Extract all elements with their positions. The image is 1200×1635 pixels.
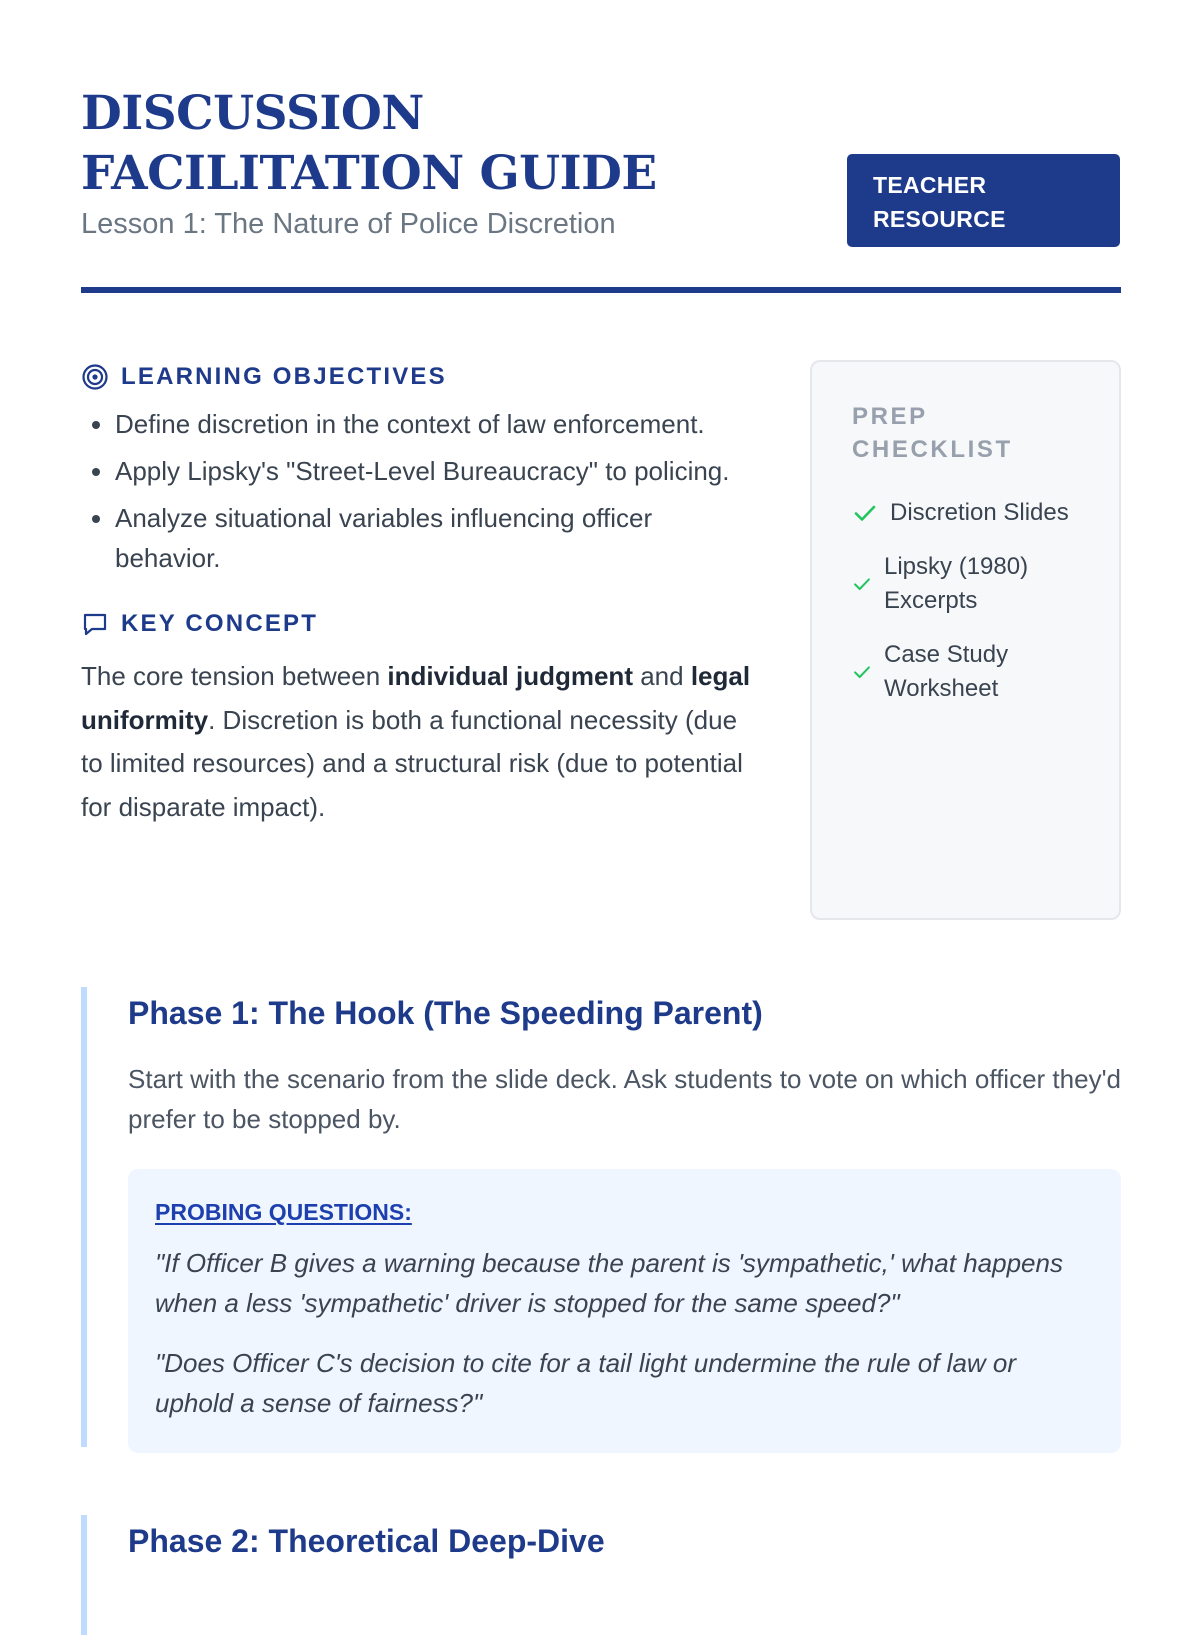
prep-checklist-list <box>852 496 1099 706</box>
key-concept-heading <box>81 605 751 643</box>
probing-questions-box <box>128 1169 1121 1453</box>
phase-1-title: Phase 1: The Hook (The Speeding Parent) <box>128 995 763 1031</box>
key-concept-text: The core tension between individual judgment and legal uniformity. Discretion is both a functional necessity (due to limited resources) and a structural risk (due to potential for disparate impact). <box>81 661 751 822</box>
facilitation-guide-page <box>81 0 1121 1559</box>
header-divider <box>81 287 1121 293</box>
lesson-overview <box>81 358 1121 920</box>
checklist-item-label: Discretion Slides <box>890 499 1069 526</box>
learning-objectives-heading <box>81 358 751 396</box>
checklist-item <box>852 550 1099 618</box>
phase-2-section <box>81 1515 1121 1635</box>
prep-checklist-title: PREP CHECKLIST <box>852 403 1013 463</box>
objective-item: • Apply Lipsky's "Street-Level Bureaucracy" to policing. <box>115 451 751 491</box>
checklist-item-label: Lipsky (1980) Excerpts <box>884 553 1029 614</box>
emphasis-legal-uniformity: legal uniformity <box>81 661 751 735</box>
overview-main-column <box>81 358 751 829</box>
learning-objectives-label: LEARNING OBJECTIVES <box>121 363 447 390</box>
check-icon <box>852 500 878 526</box>
objective-item: • Analyze situational variables influencing officer behavior. <box>115 498 751 578</box>
phase-1-intro: Start with the scenario from the slide deck. Ask students to vote on which officer they'd prefer to be stopped by. <box>128 1064 1121 1134</box>
objective-item: • Define discretion in the context of law enforcement. <box>115 404 751 444</box>
guide-header <box>81 0 1121 294</box>
speech-bubble-icon <box>81 610 109 638</box>
lesson-subtitle: Lesson 1: The Nature of Police Discretion <box>81 208 616 240</box>
emphasis-individual-judgment: individual judgment <box>387 661 633 691</box>
page-title: DISCUSSION FACILITATION GUIDE <box>81 86 657 201</box>
objectives-list <box>81 404 751 578</box>
prep-checklist-card <box>810 360 1121 920</box>
probing-question: "Does Officer C's decision to cite for a tail light undermine the rule of law or uphold a sense of fairness?" <box>155 1348 1017 1418</box>
check-icon <box>852 662 872 682</box>
teacher-resource-badge: TEACHER RESOURCE <box>847 154 1120 247</box>
target-icon <box>81 363 109 391</box>
check-icon <box>852 574 872 594</box>
probing-questions-label: PROBING QUESTIONS: <box>155 1199 412 1225</box>
checklist-item <box>852 496 1099 530</box>
phase-2-title: Phase 2: Theoretical Deep-Dive <box>128 1523 605 1559</box>
phase-1-section <box>81 987 1121 1447</box>
probing-question: "If Officer B gives a warning because the parent is 'sympathetic,' what happens when a less 'sympathetic' driver is stopped for the same speed?" <box>155 1248 1063 1318</box>
key-concept-label: KEY CONCEPT <box>121 610 319 637</box>
checklist-item-label: Case Study Worksheet <box>884 641 1009 702</box>
checklist-item <box>852 638 1099 706</box>
